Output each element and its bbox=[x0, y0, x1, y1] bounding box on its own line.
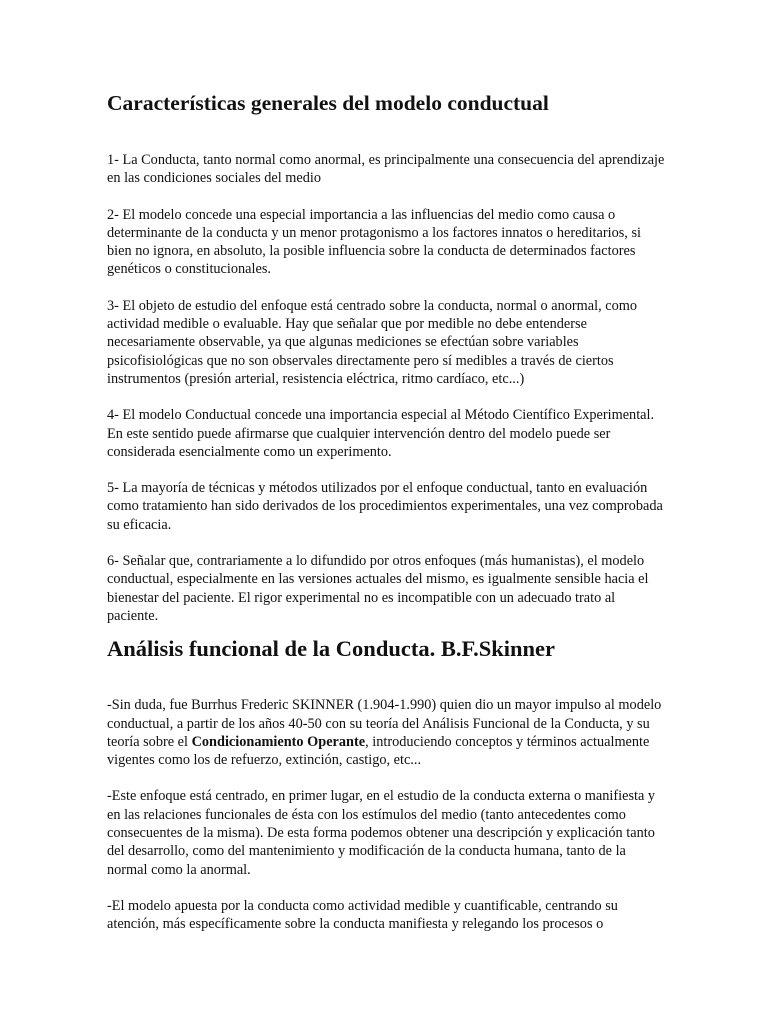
skinner-paragraph-1-start: -Sin duda, fue Burrhus Frederic SKINNER (1.904-1.990) quien dio un mayor impulso al modelo conductual, a partir de los años 40-50 con su teoría del Análisis Funcional de la Conducta, y su teoría sobre el bbox=[107, 697, 662, 750]
paragraph-1: 1- La Conducta, tanto normal como anormal, es principalmente una consecuencia del aprendizaje en las condiciones sociales del medio bbox=[107, 152, 665, 187]
skinner-paragraph-2: -Este enfoque está centrado, en primer lugar, en el estudio de la conducta externa o manifiesta y en las relaciones funcionales de ésta con los estímulos del medio (tanto antecedentes como consecuentes de la misma). De esta forma podemos obtener una descripción y explicación tanto del desarrollo, como del mantenimiento y modificación de la conducta humana, tanto de la normal como la anormal. bbox=[107, 788, 656, 878]
paragraph-6: 6- Señalar que, contrariamente a lo difundido por otros enfoques (más humanistas), el modelo conductual, especialmente en las versiones actuales del mismo, es igualmente sensible hacia el bienestar del paciente. El rigor experimental no es incompatible con un adecuado trato al paciente. bbox=[107, 553, 649, 624]
section1-title: Características generales del modelo conductual bbox=[107, 91, 549, 115]
paragraph-5: 5- La mayoría de técnicas y métodos utilizados por el enfoque conductual, tanto en evaluación como tratamiento han sido derivados de los procedimientos experimentales, una vez comprobada su eficacia. bbox=[107, 480, 663, 533]
paragraph-3: 3- El objeto de estudio del enfoque está centrado sobre la conducta, normal o anormal, como actividad medible o evaluable. Hay que señalar que por medible no debe entenderse necesariamente observable, ya que algunas mediciones se efectúan sobre variables psicofisiológicas que no son observales directamente pero sí medibles a través de ciertos instrumentos (presión arterial, resistencia eléctrica, ritmo cardíaco, etc...) bbox=[107, 297, 637, 387]
paragraph-4: 4- El modelo Conductual concede una importancia especial al Método Científico Experimental. En este sentido puede afirmarse que cualquier intervención dentro del modelo puede ser considerada esencialmente como un experimento. bbox=[107, 407, 655, 460]
document-content bbox=[107, 90, 667, 934]
skinner-paragraph-1 bbox=[107, 696, 667, 769]
skinner-paragraph-1-end: , introduciendo conceptos y términos actualmente vigentes como los de refuerzo, extinción, castigo, etc... bbox=[107, 733, 650, 769]
section2-title: Análisis funcional de la Conducta. B.F.Skinner bbox=[107, 636, 556, 662]
operant-conditioning-term: Condicionamiento Operante bbox=[191, 733, 366, 750]
paragraph-2: 2- El modelo concede una especial importancia a las influencias del medio como causa o determinante de la conducta y un menor protagonismo a los factores innatos o hereditarios, si bien no ignora, en absoluto, la posible influencia sobre la conducta de determinados factores genéticos o constitucionales. bbox=[107, 206, 641, 278]
skinner-paragraph-3: -El modelo apuesta por la conducta como actividad medible y cuantificable, centrando su atención, más específicamente sobre la conducta manifiesta y relegando los procesos o bbox=[107, 897, 618, 933]
